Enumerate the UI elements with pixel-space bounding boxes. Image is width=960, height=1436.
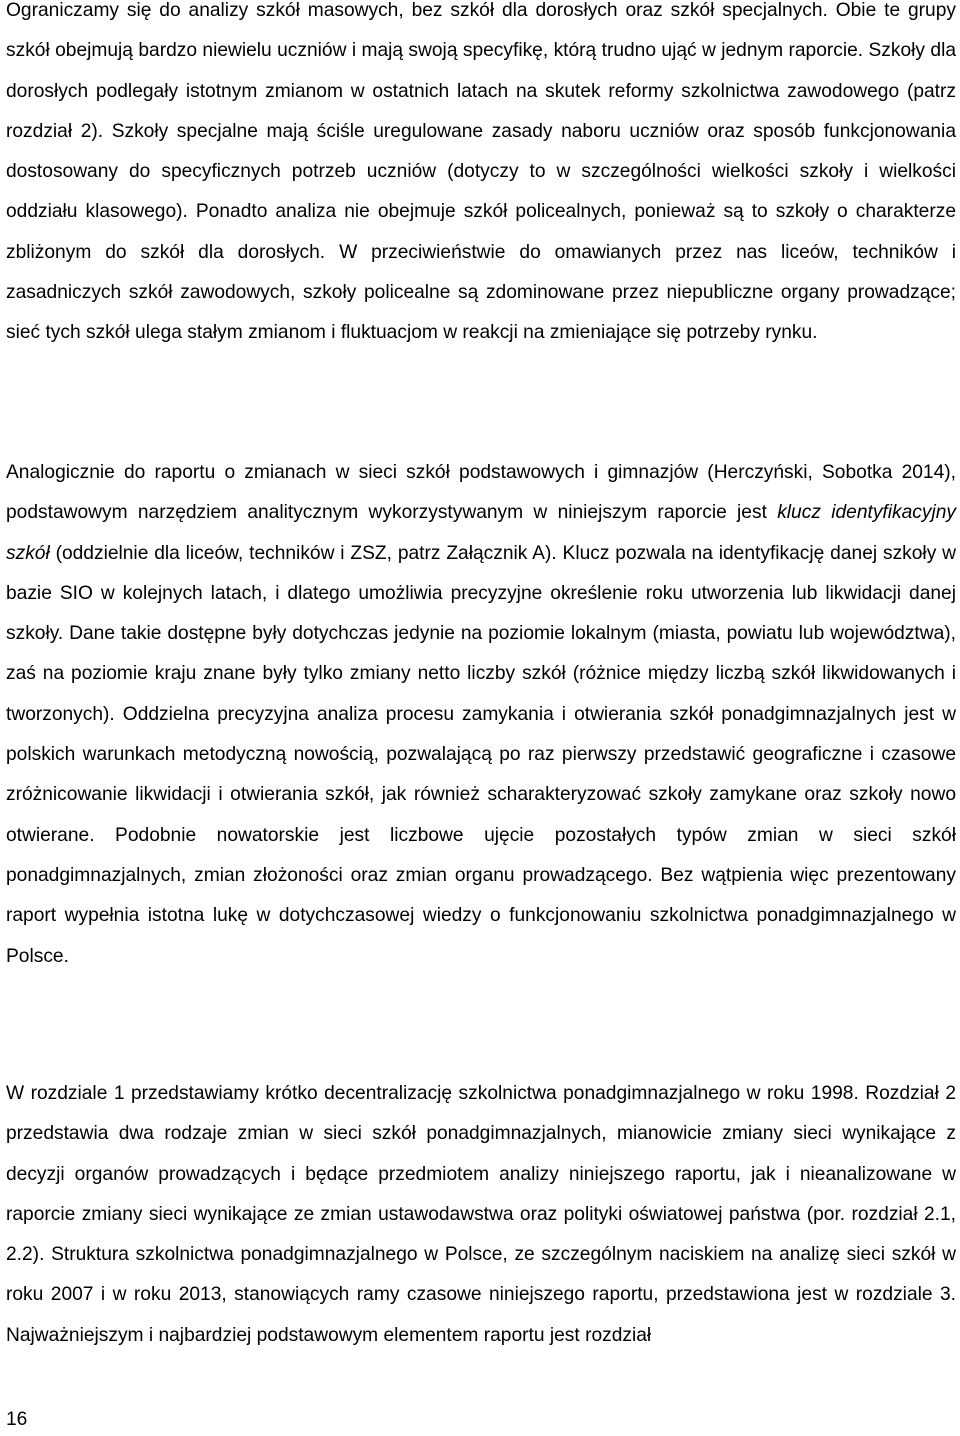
paragraph-identification-key [6, 453, 956, 977]
emphasized-term: klucz identyfikacyjny szkół [6, 502, 956, 564]
paragraph-report-structure [6, 1074, 956, 1356]
paragraph-scope [6, 0, 956, 354]
paragraph-text: Ograniczamy się do analizy szkół masowych, bez szkół dla dorosłych oraz szkół specjalnych. Obie te grupy szkół obejmują bardzo niewielu uczniów i mają swoją specyfikę, którą trudno ująć w jednym raporcie. Szkoły dla dorosłych podlegały istotnym zmianom w ostatnich latach na skutek reformy szkolnictwa zawodowego (patrz rozdział 2). Szkoły specjalne mają ściśle uregulowane zasady naboru uczniów oraz sposób funkcjonowania dostosowany do specyficznych potrzeb uczniów (dotyczy to w szczególności wielkości szkoły i wielkości oddziału klasowego). Ponadto analiza nie obejmuje szkół policealnych, ponieważ są to szkoły o charakterze zbliżonym do szkół dla dorosłych. W przeciwieństwie do omawianych przez nas liceów, techników i zasadniczych szkół zawodowych, szkoły policealne są zdominowane przez niepubliczne organy prowadzące; sieć tych szkół ulega stałym zmianom i fluktuacjom w reakcji na zmieniające się potrzeby rynku. [6, 0, 956, 344]
paragraph-text: (oddzielnie dla liceów, techników i ZSZ, patrz Załącznik A). Klucz pozwala na identyfikację danej szkoły w bazie SIO w kolejnych latach, i dlatego umożliwia precyzyjne określenie roku utworzenia lub likwidacji danej szkoły. Dane takie dostępne były dotychczas jedynie na poziomie lokalnym (miasta, powiatu lub województwa), zaś na poziomie kraju znane były tylko zmiany netto liczby szkół (różnice między liczbą szkół likwidowanych i tworzonych). Oddzielna precyzyjna analiza procesu zamykania i otwierania szkół ponadgimnazjalnych jest w polskich warunkach metodyczną nowością, pozwalającą po raz pierwszy przedstawić geograficzne i czasowe zróżnicowanie likwidacji i otwierania szkół, jak również scharakteryzować szkoły zamykane oraz szkoły nowo otwierane. Podobnie nowatorskie jest liczbowe ujęcie pozostałych typów zmian w sieci szkół ponadgimnazjalnych, zmian złożoności oraz zmian organu prowadzącego. Bez wątpienia więc prezentowany raport wypełnia istotna lukę w dotychczasowej wiedzy o funkcjonowaniu szkolnictwa ponadgimnazjalnego w Polsce. [6, 542, 956, 967]
paragraph-text: Analogicznie do raportu o zmianach w sieci szkół podstawowych i gimnazjów (Herczyński, Sobotka 2014), podstawowym narzędziem analitycznym wykorzystywanym w niniejszym raporcie jest [6, 462, 956, 524]
paragraph-text: W rozdziale 1 przedstawiamy krótko decentralizację szkolnictwa ponadgimnazjalnego w roku 1998. Rozdział 2 przedstawia dwa rodzaje zmian w sieci szkół ponadgimnazjalnych, mianowicie zmiany sieci wynikające z decyzji organów prowadzących i będące przedmiotem analizy niniejszego raportu, jak i nieanalizowane w raporcie zmiany sieci wynikające ze zmian ustawodawstwa oraz polityki oświatowej państwa (por. rozdział 2.1, 2.2). Struktura szkolnictwa ponadgimnazjalnego w Polsce, ze szczególnym naciskiem na analizę sieci szkół w roku 2007 i w roku 2013, stanowiących ramy czasowe niniejszego raportu, przedstawiona jest w rozdziale 3. Najważniejszym i najbardziej podstawowym elementem raportu jest rozdział [6, 1083, 956, 1346]
page-number: 16 [6, 1409, 28, 1430]
